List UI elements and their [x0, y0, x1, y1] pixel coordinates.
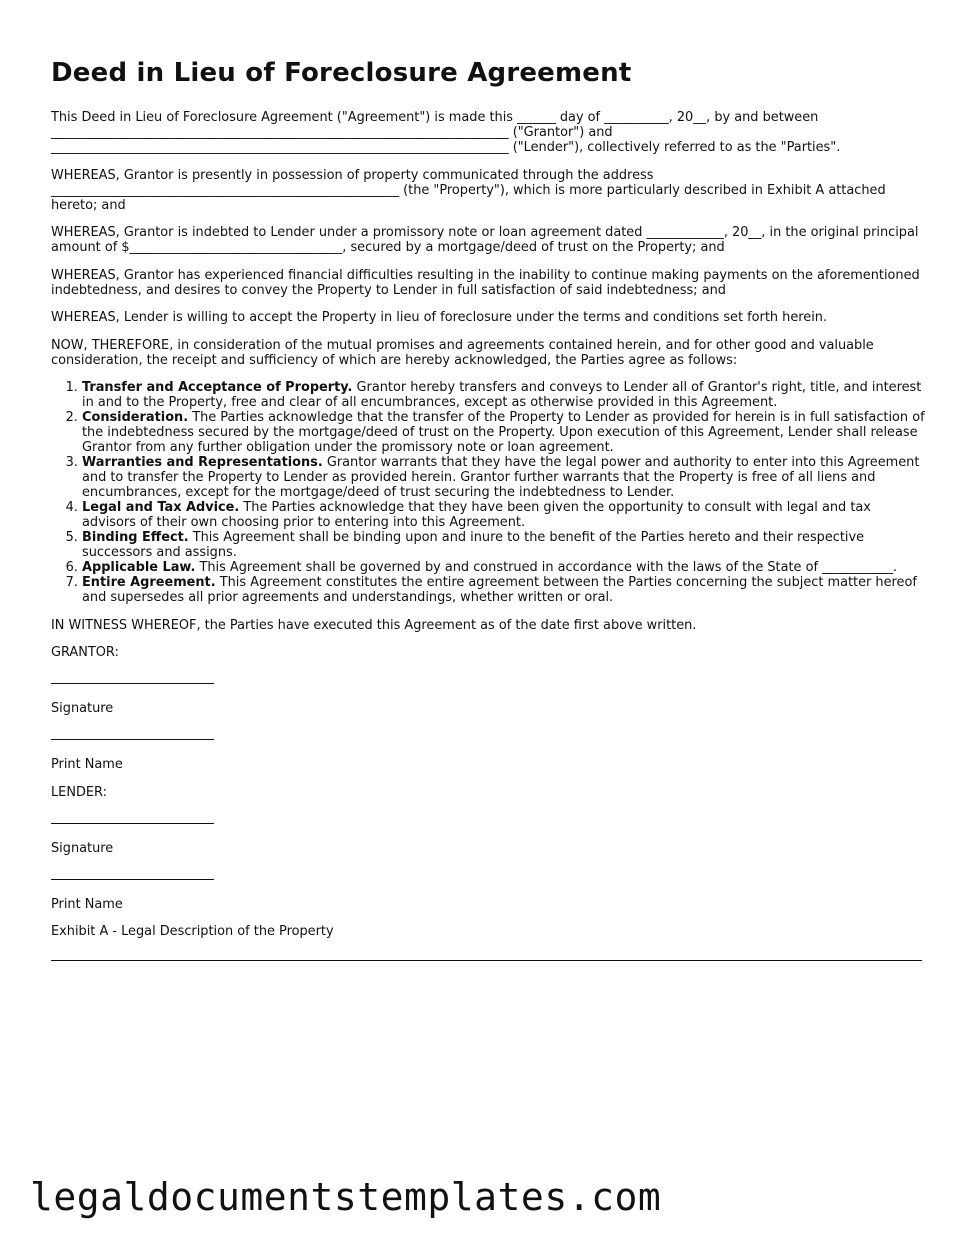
lender-label: LENDER: — [51, 784, 107, 800]
site-watermark: legaldocumentstemplates.com — [30, 1175, 662, 1219]
clause-item — [82, 410, 926, 455]
clause-heading: Legal and Tax Advice. — [82, 500, 240, 515]
clause-text: Grantor warrants that they have the legal power and authority to enter into this Agreement and to transfer the Property to Lender as provided herein. Grantor further warrants that the Property is free of all liens and encumbrances, except for the mortgage/deed of trust securing the indebtedness to Lender. — [82, 455, 920, 500]
grantor-signature-line[interactable] — [51, 682, 214, 684]
clause-item — [82, 575, 926, 605]
clause-text: The Parties acknowledge that the transfer of the Property to Lender as provided for herein is in full satisfaction of the indebtedness secured by the mortgage/deed of trust on the Property. Upon execution of this Agreement, Lender shall release Grantor from any further obligation under the promissory note or loan agreement. — [82, 410, 925, 455]
clause-item — [82, 530, 926, 560]
clause-item — [82, 380, 926, 410]
clause-heading: Applicable Law. — [82, 560, 196, 575]
document-page — [51, 58, 926, 952]
clause-text: This Agreement shall be binding upon and inure to the benefit of the Parties hereto and their respective successors and assigns. — [82, 530, 865, 560]
clause-text: This Agreement constitutes the entire agreement between the Parties concerning the subject matter hereof and supersedes all prior agreements and understandings, whether written or oral. — [82, 575, 917, 605]
clause-item — [82, 560, 926, 575]
clause-text: Grantor hereby transfers and conveys to Lender all of Grantor's right, title, and interest in and to the Property, free and clear of all encumbrances, except as otherwise provided in this Agreement. — [82, 380, 922, 410]
clause-heading: Consideration. — [82, 410, 189, 425]
clause-item — [82, 500, 926, 530]
document-title: Deed in Lieu of Foreclosure Agreement — [51, 58, 632, 88]
grantor-label: GRANTOR: — [51, 645, 119, 660]
clause-item — [82, 455, 926, 500]
clause-text: This Agreement shall be governed by and construed in accordance with the laws of the State of ___________. — [195, 560, 898, 575]
grantor-print-name-line[interactable] — [51, 738, 214, 740]
intro-paragraph: This Deed in Lieu of Foreclosure Agreement ("Agreement") is made this ______ day of __________, 20__, by and between _______________________________________________________________________ ("Grantor") and _______________________________________________________________________ ("Lender"), collectively referred to as the "Parties". — [51, 110, 841, 155]
whereas-lender-willing: WHEREAS, Lender is willing to accept the Property in lieu of foreclosure under the terms and conditions set forth herein. — [51, 310, 828, 325]
clause-heading: Transfer and Acceptance of Property. — [82, 380, 353, 395]
lender-signature-label: Signature — [51, 840, 114, 856]
now-therefore-paragraph: NOW, THEREFORE, in consideration of the mutual promises and agreements contained herein, and for other good and valuable consideration, the receipt and sufficiency of which are hereby acknowledged, the Parties agree as follows: — [51, 337, 874, 368]
whereas-indebted: WHEREAS, Grantor is indebted to Lender under a promissory note or loan agreement dated ____________, 20__, in the original principal amount of $_________________________________, secured by a mortgage/deed of trust on the Property; and — [51, 225, 919, 255]
clause-text: The Parties acknowledge that they have been given the opportunity to consult with legal and tax advisors of their own choosing prior to entering into this Agreement. — [82, 500, 871, 530]
clause-list — [51, 380, 926, 605]
whereas-property: WHEREAS, Grantor is presently in possession of property communicated through the address ______________________________________________________ (the "Property"), which is more particularly described in Exhibit A attached hereto; and — [51, 167, 886, 213]
grantor-print-name-label: Print Name — [51, 757, 123, 772]
lender-signature-line[interactable] — [51, 822, 214, 824]
clause-heading: Warranties and Representations. — [82, 455, 323, 470]
clause-heading: Binding Effect. — [82, 530, 189, 545]
lender-print-name-line[interactable] — [51, 878, 214, 880]
grantor-signature-label: Signature — [51, 701, 114, 716]
witness-paragraph: IN WITNESS WHEREOF, the Parties have executed this Agreement as of the date first above written. — [51, 617, 697, 633]
whereas-difficulties: WHEREAS, Grantor has experienced financial difficulties resulting in the inability to continue making payments on the aforementioned indebtedness, and desires to convey the Property to Lender in full satisfaction of said indebtedness; and — [51, 267, 920, 298]
exhibit-a-label: Exhibit A - Legal Description of the Property — [51, 924, 334, 939]
lender-print-name-label: Print Name — [51, 896, 123, 912]
clause-heading: Entire Agreement. — [82, 575, 216, 590]
exhibit-description-line[interactable] — [51, 960, 922, 961]
